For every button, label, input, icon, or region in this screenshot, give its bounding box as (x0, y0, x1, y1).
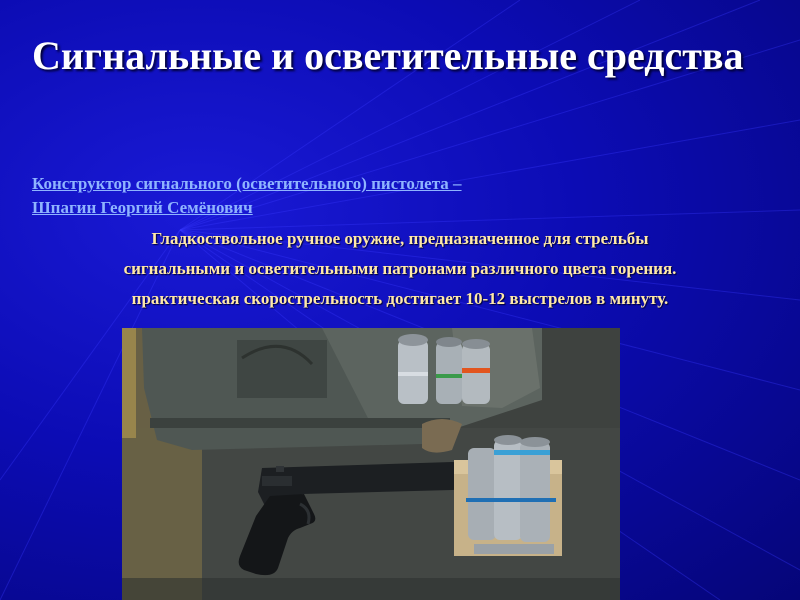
author-link[interactable] (32, 172, 462, 220)
description-line-1: Гладкоствольное ручное оружие, предназначенное для стрельбы (151, 229, 649, 248)
flare-cartridges-bundle (454, 435, 562, 556)
flare-cartridges-top (398, 334, 490, 404)
flare-pistol-illustration (122, 328, 620, 600)
author-link-line-1[interactable]: Конструктор сигнального (осветительного) пистолета – (32, 174, 462, 193)
description (24, 224, 776, 314)
slide-title: Сигнальные и осветительные средства (32, 33, 744, 78)
description-line-2: сигнальными и осветительными патронами различного цвета горения. (123, 259, 677, 278)
author-link-line-2[interactable]: Шпагин Георгий Семёнович (32, 198, 253, 217)
description-line-3: практическая скорострельность достигает 10-12 выстрелов в минуту. (131, 289, 669, 308)
flare-pistol-photo (122, 328, 620, 600)
